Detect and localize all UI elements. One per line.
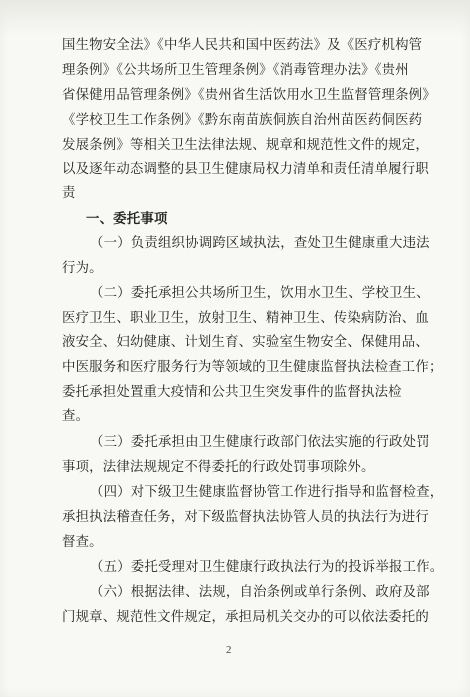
text-line: 门规章、规范性文件规定，承担局机关交办的可以依法委托的 [62, 610, 429, 625]
text-line: 发展条例》等相关卫生法律法规、规章和规范性文件的规定， [62, 138, 429, 153]
text-line: 理条例》《公共场所卫生管理条例》《消毒管理办法》《贵州 [62, 63, 409, 78]
text-line: （三）委托承担由卫生健康行政部门依法实施的行政处罚 [90, 435, 430, 450]
text-line: 承担执法稽查任务，对下级监督执法协管人员的执法行为进行 [62, 510, 429, 525]
text-line: 中医服务和医疗服务行为等领域的卫生健康监督执法检查工作； [62, 360, 443, 375]
text-line: 省保健用品管理条例》《贵州省生活饮用水卫生监督管理条例》 [62, 88, 436, 103]
page-number: 2 [226, 644, 232, 656]
text-line: 以及逐年动态调整的县卫生健康局权力清单和责任清单履行职 [62, 162, 429, 177]
text-line: （四）对下级卫生健康监督协管工作进行指导和监督检查， [90, 485, 444, 500]
text-line: 国生物安全法》《中华人民共和国中医药法》及《医疗机构管 [62, 38, 423, 53]
text-line: 查。 [62, 409, 90, 424]
scan-edge-shadow [0, 0, 470, 36]
text-line: 事项，法律法规规定不得委托的行政处罚事项除外。 [62, 460, 375, 475]
text-line: 《学校卫生工作条例》《黔东南苗族侗族自治州苗医药侗医药 [62, 113, 423, 128]
text-line: 医疗卫生、职业卫生，放射卫生、精神卫生、传染病防治、血 [62, 311, 429, 326]
text-line: （一）负责组织协调跨区域执法，查处卫生健康重大违法 [90, 236, 430, 251]
text-line: 责 [62, 186, 76, 201]
text-line: （五）委托受理对卫生健康行政执法行为的投诉举报工作。 [90, 560, 444, 575]
text-line: （二）委托承担公共场所卫生，饮用水卫生、学校卫生、 [90, 286, 430, 301]
text-line: 液安全、妇幼健康、计划生育、实验室生物安全、保健用品、 [62, 335, 429, 350]
text-line: 督查。 [62, 535, 103, 550]
text-line: （六）根据法律、法规，自治条例或单行条例、政府及部 [90, 585, 430, 600]
section-heading: 一、委托事项 [86, 211, 168, 227]
text-line: 委托承担处置重大疫情和公共卫生突发事件的监督执法检 [62, 385, 402, 400]
text-line: 行为。 [62, 261, 103, 276]
